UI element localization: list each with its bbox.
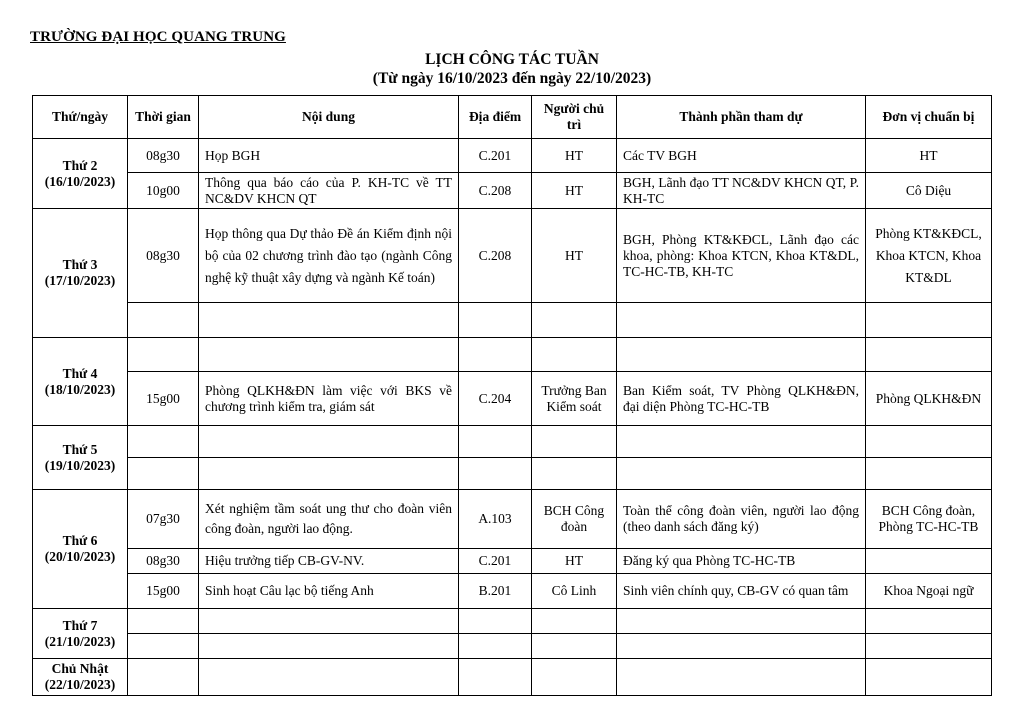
empty-cell: [459, 609, 532, 634]
time-cell: 15g00: [128, 574, 199, 609]
attendees-cell: BGH, Lãnh đạo TT NC&DV KHCN QT, P. KH-TC: [617, 173, 866, 209]
day-cell-wed: [33, 338, 128, 426]
content-cell: Phòng QLKH&ĐN làm việc với BKS về chương trình kiểm tra, giám sát: [199, 372, 459, 426]
empty-cell: [532, 426, 617, 458]
empty-cell: [459, 426, 532, 458]
table-row: [33, 490, 992, 549]
table-row: [33, 139, 992, 173]
table-row: [33, 549, 992, 574]
content-cell: Họp BGH: [199, 139, 459, 173]
day-name: Thứ 6: [62, 533, 98, 548]
table-row: [33, 173, 992, 209]
content-cell: Họp thông qua Dự thảo Đề án Kiểm định nội bộ của 02 chương trình đào tạo (ngành Công nghệ kỹ thuật xây dựng và ngành Kế toán): [199, 209, 459, 303]
empty-cell: [532, 338, 617, 372]
time-cell: 10g00: [128, 173, 199, 209]
day-date: (20/10/2023): [44, 549, 116, 564]
empty-cell: [617, 303, 866, 338]
content-cell: Thông qua báo cáo của P. KH-TC về TT NC&DV KHCN QT: [199, 173, 459, 209]
header-host: Người chủ trì: [532, 96, 617, 139]
empty-cell: [128, 609, 199, 634]
prep-cell: BCH Công đoàn, Phòng TC-HC-TB: [866, 490, 992, 549]
empty-cell: [199, 303, 459, 338]
prep-cell: Phòng QLKH&ĐN: [866, 372, 992, 426]
table-row: [33, 209, 992, 303]
day-name: Thứ 5: [62, 441, 98, 457]
day-date: (18/10/2023): [44, 381, 116, 397]
host-cell: Cô Linh: [532, 574, 617, 609]
day-date: (19/10/2023): [44, 457, 116, 473]
empty-cell: [459, 659, 532, 696]
day-cell-thu: [33, 426, 128, 490]
day-name: Thứ 4: [62, 365, 98, 381]
table-row: [33, 458, 992, 490]
empty-cell: [866, 609, 992, 634]
empty-cell: [617, 426, 866, 458]
empty-cell: [866, 458, 992, 490]
day-cell-mon: [33, 139, 128, 209]
empty-cell: [866, 338, 992, 372]
day-date: (21/10/2023): [44, 633, 116, 649]
empty-cell: [199, 634, 459, 659]
header-attendees: Thành phần tham dự: [617, 96, 866, 139]
empty-cell: [199, 426, 459, 458]
time-cell: 08g30: [128, 209, 199, 303]
day-cell-fri: [33, 490, 128, 609]
empty-cell: [199, 338, 459, 372]
host-cell: Trưởng Ban Kiểm soát: [532, 372, 617, 426]
time-cell: 07g30: [128, 490, 199, 549]
day-cell-sat: [33, 609, 128, 659]
day-cell-tue: [33, 209, 128, 338]
header-location: Địa điểm: [459, 96, 532, 139]
day-cell-sun: [33, 659, 128, 696]
prep-cell: Cô Diệu: [866, 173, 992, 209]
attendees-cell: Sinh viên chính quy, CB-GV có quan tâm: [617, 574, 866, 609]
table-row: [33, 634, 992, 659]
table-row: [33, 574, 992, 609]
content-cell: Xét nghiệm tầm soát ung thư cho đoàn viên công đoàn, người lao động.: [199, 490, 459, 549]
empty-cell: [459, 303, 532, 338]
empty-cell: [128, 458, 199, 490]
prep-cell: Phòng KT&KĐCL, Khoa KTCN, Khoa KT&DL: [866, 209, 992, 303]
table-row: [33, 372, 992, 426]
host-cell: HT: [532, 173, 617, 209]
empty-cell: [866, 659, 992, 696]
page-subtitle: (Từ ngày 16/10/2023 đến ngày 22/10/2023): [372, 70, 652, 87]
location-cell: C.204: [459, 372, 532, 426]
empty-cell: [532, 659, 617, 696]
day-name: Thứ 7: [62, 617, 98, 633]
day-date: (17/10/2023): [44, 273, 116, 288]
header-time: Thời gian: [128, 96, 199, 139]
empty-cell: [128, 338, 199, 372]
empty-cell: [459, 338, 532, 372]
empty-cell: [459, 458, 532, 490]
empty-cell: [866, 426, 992, 458]
school-name: TRƯỜNG ĐẠI HỌC QUANG TRUNG: [30, 29, 286, 45]
table-row: [33, 609, 992, 634]
empty-cell: [128, 303, 199, 338]
day-name: Chủ Nhật: [51, 661, 109, 676]
time-cell: 08g30: [128, 139, 199, 173]
table-row: [33, 303, 992, 338]
empty-cell: [617, 634, 866, 659]
host-cell: HT: [532, 139, 617, 173]
host-cell: BCH Công đoàn: [532, 490, 617, 549]
day-name: Thứ 3: [62, 257, 98, 272]
empty-cell: [532, 609, 617, 634]
header-prep-unit: Đơn vị chuẩn bị: [866, 96, 992, 139]
host-cell: HT: [532, 549, 617, 574]
empty-cell: [128, 634, 199, 659]
table-row: [33, 659, 992, 696]
location-cell: B.201: [459, 574, 532, 609]
table-row: [33, 426, 992, 458]
empty-cell: [199, 609, 459, 634]
empty-cell: [532, 458, 617, 490]
location-cell: C.208: [459, 173, 532, 209]
empty-cell: [866, 303, 992, 338]
prep-cell: HT: [866, 139, 992, 173]
header-content: Nội dung: [199, 96, 459, 139]
empty-cell: [199, 659, 459, 696]
empty-cell: [532, 634, 617, 659]
day-date: (22/10/2023): [44, 677, 116, 692]
day-name: Thứ 2: [62, 157, 98, 173]
empty-cell: [459, 634, 532, 659]
location-cell: C.208: [459, 209, 532, 303]
prep-cell: Khoa Ngoại ngữ: [866, 574, 992, 609]
host-cell: HT: [532, 209, 617, 303]
content-cell: Hiệu trưởng tiếp CB-GV-NV.: [199, 549, 459, 574]
empty-cell: [128, 426, 199, 458]
empty-cell: [128, 659, 199, 696]
empty-cell: [617, 458, 866, 490]
time-cell: 08g30: [128, 549, 199, 574]
prep-cell: [866, 549, 992, 574]
empty-cell: [532, 303, 617, 338]
empty-cell: [866, 634, 992, 659]
location-cell: C.201: [459, 549, 532, 574]
day-date: (16/10/2023): [44, 173, 116, 189]
header-day: Thứ/ngày: [33, 96, 128, 139]
table-header-row: [33, 96, 992, 139]
time-cell: 15g00: [128, 372, 199, 426]
empty-cell: [617, 659, 866, 696]
schedule-table: [32, 95, 992, 696]
attendees-cell: Toàn thể công đoàn viên, người lao động (theo danh sách đăng ký): [617, 490, 866, 549]
page-title: LỊCH CÔNG TÁC TUẦN: [425, 51, 599, 68]
location-cell: A.103: [459, 490, 532, 549]
attendees-cell: Đăng ký qua Phòng TC-HC-TB: [617, 549, 866, 574]
attendees-cell: Ban Kiểm soát, TV Phòng QLKH&ĐN, đại diện Phòng TC-HC-TB: [617, 372, 866, 426]
location-cell: C.201: [459, 139, 532, 173]
attendees-cell: BGH, Phòng KT&KĐCL, Lãnh đạo các khoa, phòng: Khoa KTCN, Khoa KT&DL, TC-HC-TB, KH-TC: [617, 209, 866, 303]
attendees-cell: Các TV BGH: [617, 139, 866, 173]
empty-cell: [617, 338, 866, 372]
empty-cell: [199, 458, 459, 490]
empty-cell: [617, 609, 866, 634]
content-cell: Sinh hoạt Câu lạc bộ tiếng Anh: [199, 574, 459, 609]
table-row: [33, 338, 992, 372]
